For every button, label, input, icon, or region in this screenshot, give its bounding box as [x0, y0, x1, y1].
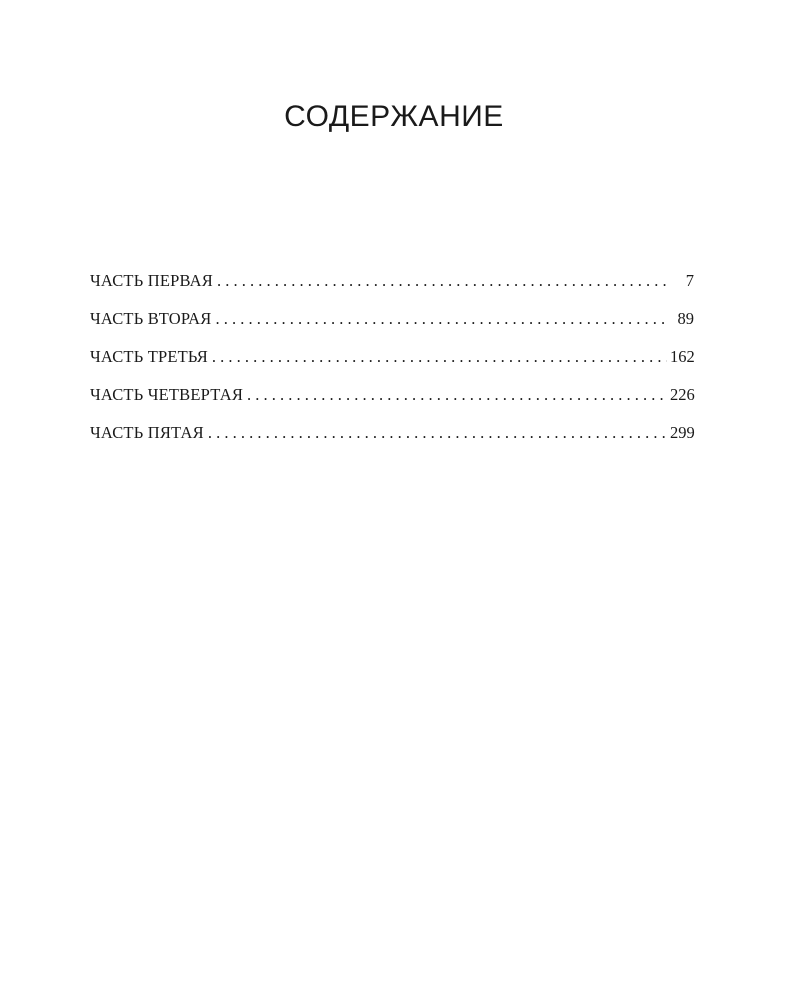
toc-entry-page-number: 89 [677, 309, 694, 328]
toc-entry-label: ЧАСТЬ ЧЕТВЕРТАЯ [90, 385, 244, 404]
dot-leader [208, 420, 667, 446]
toc-entry-part-1[interactable] [90, 268, 694, 306]
toc-list [90, 268, 694, 458]
toc-entry-part-2[interactable] [90, 306, 694, 344]
dot-leader [215, 306, 667, 332]
toc-entry-label: ЧАСТЬ ПЕРВАЯ [90, 271, 213, 290]
toc-entry-page-number: 226 [670, 385, 695, 404]
toc-entry-part-5[interactable] [90, 420, 694, 458]
toc-entry-page-number: 299 [670, 423, 695, 442]
toc-entry-page-number: 162 [670, 347, 695, 366]
dot-leader [212, 344, 667, 370]
toc-entry-part-4[interactable] [90, 382, 694, 420]
dot-leader [217, 268, 667, 294]
toc-entry-part-3[interactable] [90, 344, 694, 382]
page-title: СОДЕРЖАНИЕ [284, 100, 504, 133]
dot-leader [247, 382, 667, 408]
toc-entry-label: ЧАСТЬ ПЯТАЯ [90, 423, 204, 442]
toc-entry-label: ЧАСТЬ ВТОРАЯ [90, 309, 212, 328]
toc-entry-page-number: 7 [685, 271, 694, 290]
toc-entry-label: ЧАСТЬ ТРЕТЬЯ [90, 347, 208, 366]
